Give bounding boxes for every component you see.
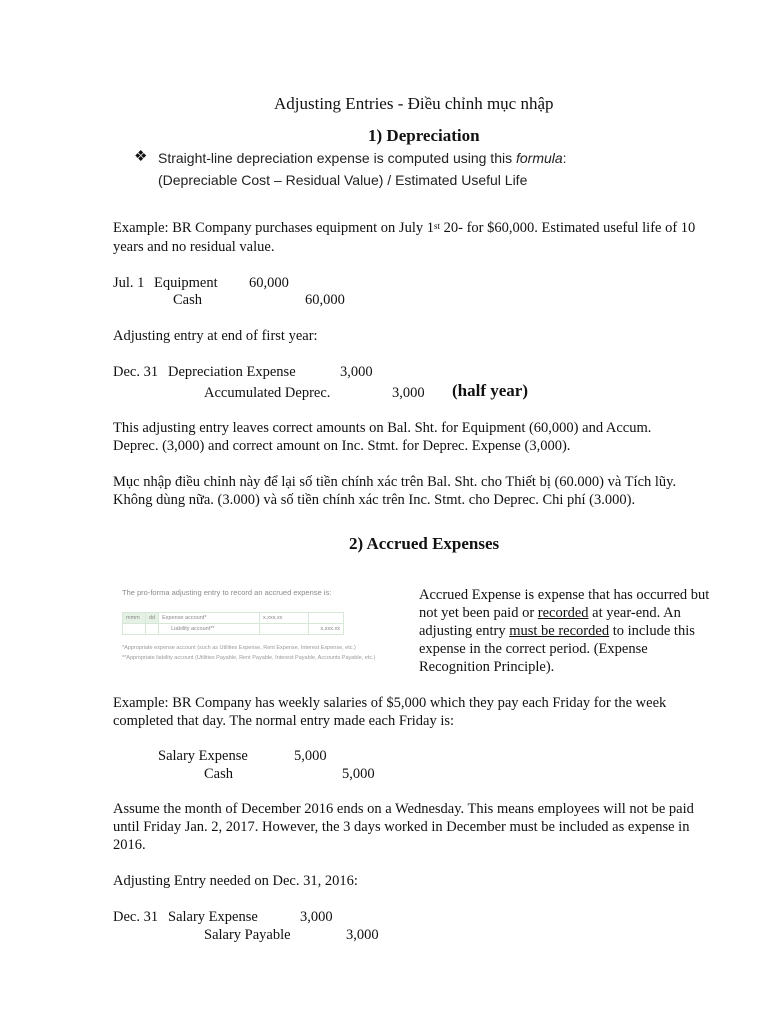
- journal-date: Dec. 31: [113, 364, 159, 380]
- journal-credit-amount: 3,000: [346, 927, 379, 943]
- accrued-definition-line3: adjusting entry must be recorded to include this: [419, 623, 695, 639]
- journal-date: Dec. 31: [113, 909, 159, 925]
- journal-credit-amount: 60,000: [305, 292, 345, 308]
- journal-credit-account: Cash: [204, 766, 233, 782]
- proforma-debit-amount: x,xxx.xx: [260, 613, 309, 624]
- assumption-line3: 2016.: [113, 837, 146, 853]
- journal-credit-amount: 3,000: [392, 385, 425, 401]
- half-year-note: (half year): [452, 381, 529, 400]
- assumption-line1: Assume the month of December 2016 ends on a Wednesday. This means employees will not be paid: [113, 801, 694, 817]
- proforma-debit-account: Expense account*: [159, 613, 260, 624]
- proforma-note1: *Appropriate expense account (such as Utilities Expense, Rent Expense, Interest Expense, etc.): [122, 645, 356, 651]
- journal-credit-account: Cash: [173, 292, 202, 308]
- vietnamese-explanation-line2: Không dùng nữa. (3.000) và số tiền chính xác trên Inc. Stmt. cho Deprec. Chi phí (3.000).: [113, 492, 636, 508]
- adjusting-entry-label: Adjusting entry at end of first year:: [113, 328, 318, 344]
- vietnamese-explanation-line1: Mục nhập điều chỉnh này để lại số tiền chính xác trên Bal. Sht. cho Thiết bị (60.000) và Tích lũy.: [113, 474, 677, 490]
- journal-debit-amount: 3,000: [340, 364, 373, 380]
- proforma-col-month: mmm: [123, 613, 146, 624]
- proforma-entry-figure: [118, 586, 408, 670]
- example2-line1: Example: BR Company has weekly salaries of $5,000 which they pay each Friday for the week: [113, 695, 667, 711]
- adjusting-entry-label-2: Adjusting Entry needed on Dec. 31, 2016:: [113, 873, 358, 889]
- example-text-line2: years and no residual value.: [113, 239, 275, 255]
- journal-debit-account: Salary Expense: [158, 748, 248, 764]
- journal-debit-account: Depreciation Expense: [168, 364, 296, 380]
- journal-credit-account: Accumulated Deprec.: [204, 385, 331, 401]
- explanation-line2: Deprec. (3,000) and correct amount on Inc. Stmt. for Deprec. Expense (3,000).: [113, 438, 571, 454]
- proforma-col-day: dd: [146, 613, 159, 624]
- example-text-line1: Example: BR Company purchases equipment on July 1st 20- for $60,000. Estimated useful life of 10: [113, 220, 696, 236]
- journal-debit-account: Equipment: [154, 275, 218, 291]
- accrued-definition-line4: expense in the correct period. (Expense: [419, 641, 648, 657]
- accrued-definition-line2: not yet been paid or recorded at year-end. An: [419, 605, 681, 621]
- proforma-note2: **Appropriate liability account (Utilities Payable, Rent Payable, Interest Payable, Accounts Payable, etc.): [122, 655, 376, 661]
- journal-credit-account: Salary Payable: [204, 927, 291, 943]
- journal-credit-amount: 5,000: [342, 766, 375, 782]
- journal-debit-amount: 5,000: [294, 748, 327, 764]
- journal-debit-account: Salary Expense: [168, 909, 258, 925]
- proforma-table: [122, 612, 344, 635]
- journal-debit-amount: 3,000: [300, 909, 333, 925]
- journal-debit-amount: 60,000: [249, 275, 289, 291]
- explanation-line1: This adjusting entry leaves correct amounts on Bal. Sht. for Equipment (60,000) and Accum.: [113, 420, 652, 436]
- section-heading-depreciation: 1) Depreciation: [368, 126, 480, 145]
- journal-date: Jul. 1: [113, 275, 145, 291]
- proforma-caption: The pro-forma adjusting entry to record an accrued expense is:: [122, 588, 332, 597]
- section-heading-accrued-expenses: 2) Accrued Expenses: [349, 534, 500, 553]
- assumption-line2: until Friday Jan. 2, 2017. However, the 3 days worked in December must be included as expense in: [113, 819, 690, 835]
- formula-intro: Straight-line depreciation expense is computed using this formula:: [158, 150, 567, 166]
- accrued-definition-line5: Recognition Principle).: [419, 659, 555, 675]
- diamond-star-bullet-icon: ❖: [134, 149, 148, 165]
- accrued-definition-line1: Accrued Expense is expense that has occurred but: [419, 587, 710, 603]
- example2-line2: completed that day. The normal entry made each Friday is:: [113, 713, 455, 729]
- proforma-credit-account: Liability account**: [159, 624, 260, 635]
- formula-text: (Depreciable Cost – Residual Value) / Estimated Useful Life: [158, 172, 528, 188]
- page-title: Adjusting Entries - Điều chỉnh mục nhập: [274, 94, 554, 113]
- proforma-credit-amount: x,xxx.xx: [309, 624, 344, 635]
